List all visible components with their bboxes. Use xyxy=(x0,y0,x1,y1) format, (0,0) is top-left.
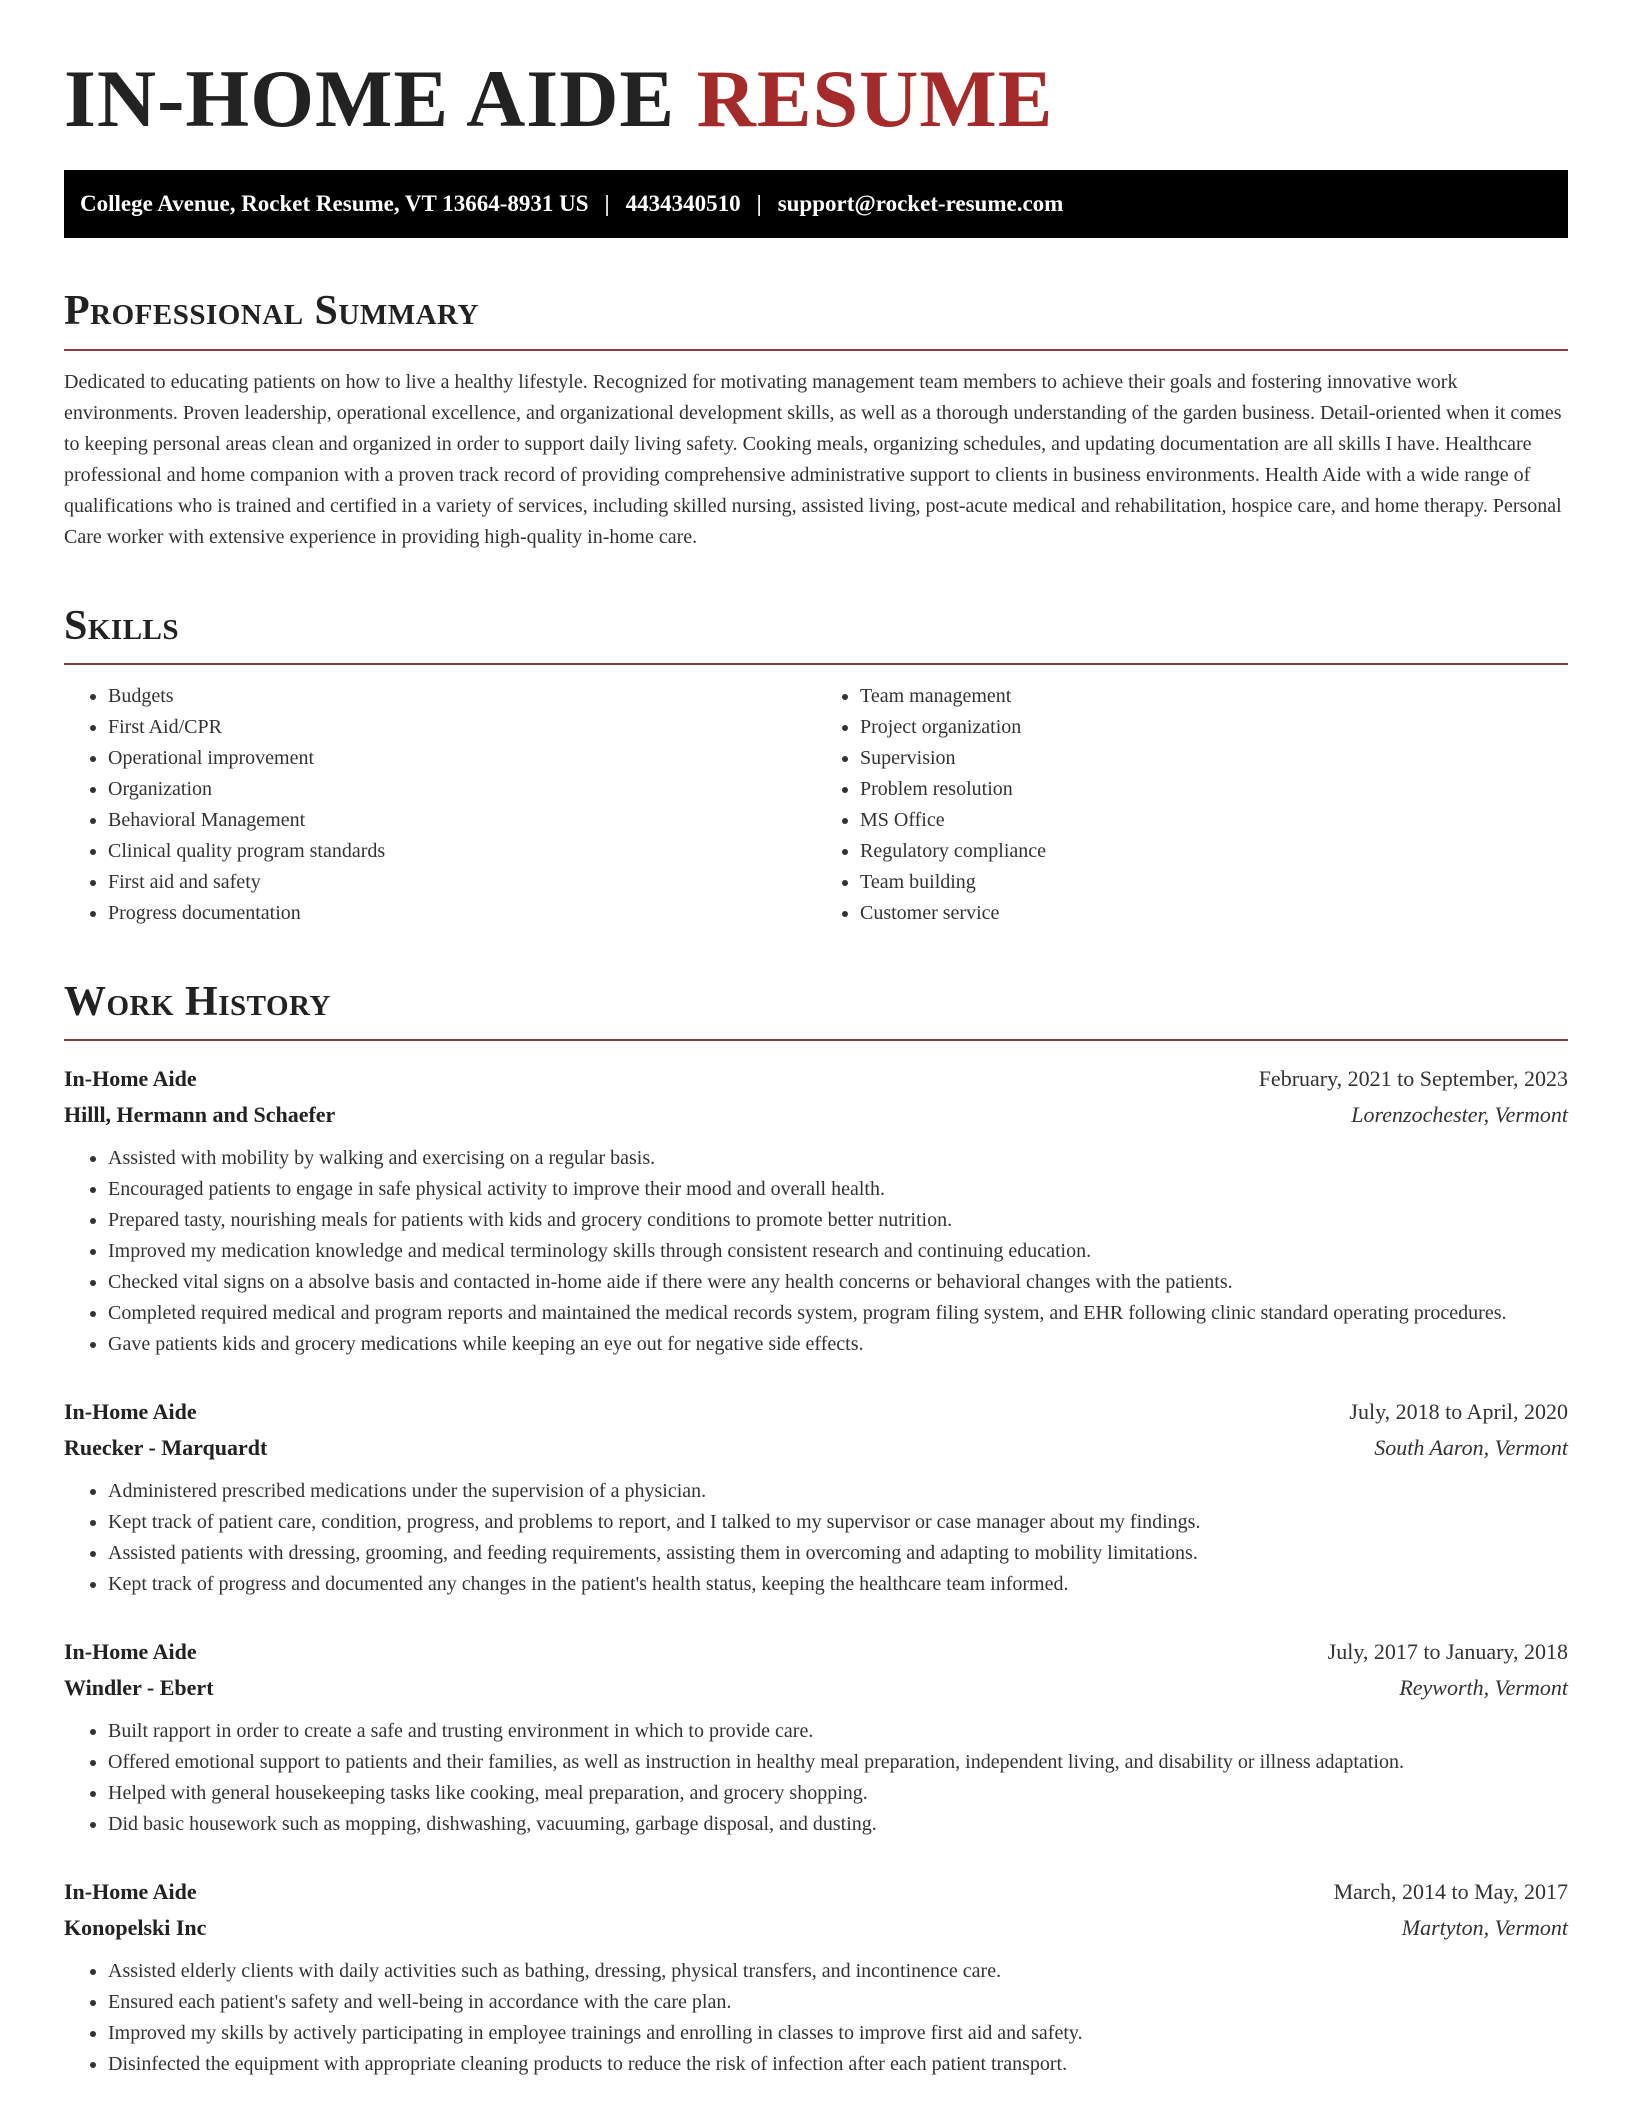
job-bullet: • Gave patients kids and grocery medications while keeping an eye out for negative side effects. xyxy=(108,1329,1568,1360)
contact-address: College Avenue, Rocket Resume, VT 13664-8931 US xyxy=(80,191,589,217)
job-company: Ruecker - Marquardt xyxy=(64,1435,268,1461)
job-bullet: • Assisted elderly clients with daily activities such as bathing, dressing, physical transfers, and incontinence care. xyxy=(108,1956,1568,1987)
skill-item: • First Aid/CPR xyxy=(108,712,816,743)
job-entry xyxy=(64,1394,1568,1600)
contact-phone: 4434340510 xyxy=(625,191,741,217)
skill-item: • Project organization xyxy=(860,712,1568,743)
job-bullet: • Encouraged patients to engage in safe physical activity to improve their mood and overall health. xyxy=(108,1174,1568,1205)
job-company: Hilll, Hermann and Schaefer xyxy=(64,1102,336,1128)
job-bullet: • Built rapport in order to create a safe and trusting environment in which to provide care. xyxy=(108,1716,1568,1747)
skills-columns xyxy=(64,681,1568,929)
job-bullet: • Did basic housework such as mopping, dishwashing, vacuuming, garbage disposal, and dusting. xyxy=(108,1809,1568,1840)
job-bullet: • Administered prescribed medications under the supervision of a physician. xyxy=(108,1476,1568,1507)
skill-item: • Supervision xyxy=(860,743,1568,774)
job-bullet: • Assisted patients with dressing, grooming, and feeding requirements, assisting them in overcoming and adapting to mobility limitations. xyxy=(108,1538,1568,1569)
job-bullets xyxy=(64,1716,1568,1840)
contact-separator: | xyxy=(756,191,762,217)
contact-email[interactable]: support@rocket-resume.com xyxy=(777,191,1064,217)
skill-item: • First aid and safety xyxy=(108,867,816,898)
job-bullet: • Assisted with mobility by walking and exercising on a regular basis. xyxy=(108,1143,1568,1174)
skill-item: • Team building xyxy=(860,867,1568,898)
job-location: South Aaron, Vermont xyxy=(1374,1435,1568,1461)
job-dates: February, 2021 to September, 2023 xyxy=(1258,1066,1568,1092)
summary-heading: Professional Summary xyxy=(64,286,1568,350)
job-company-row xyxy=(64,1910,1568,1946)
job-header-row xyxy=(64,1394,1568,1430)
job-dates: July, 2018 to April, 2020 xyxy=(1349,1399,1568,1425)
work-history-heading: Work History xyxy=(64,977,1568,1041)
skill-item: • Customer service xyxy=(860,898,1568,929)
job-bullets xyxy=(64,1476,1568,1600)
job-company-row xyxy=(64,1670,1568,1706)
job-company: Windler - Ebert xyxy=(64,1675,214,1701)
job-bullet: • Improved my skills by actively participating in employee trainings and enrolling in classes to improve first aid and safety. xyxy=(108,2018,1568,2049)
contact-bar xyxy=(64,170,1568,238)
title-accent: RESUME xyxy=(696,53,1054,144)
skill-item: • Problem resolution xyxy=(860,774,1568,805)
skill-item: • Operational improvement xyxy=(108,743,816,774)
skill-item: • MS Office xyxy=(860,805,1568,836)
job-header-row xyxy=(64,1874,1568,1910)
skills-heading: Skills xyxy=(64,601,1568,665)
skill-item: • Progress documentation xyxy=(108,898,816,929)
job-location: Reyworth, Vermont xyxy=(1399,1675,1568,1701)
job-location: Lorenzochester, Vermont xyxy=(1351,1102,1568,1128)
job-bullet: • Helped with general housekeeping tasks like cooking, meal preparation, and grocery shopping. xyxy=(108,1778,1568,1809)
skill-item: • Budgets xyxy=(108,681,816,712)
skills-list-right xyxy=(816,681,1568,929)
job-title: In-Home Aide xyxy=(64,1879,197,1905)
job-bullet: • Disinfected the equipment with appropriate cleaning products to reduce the risk of infection after each patient transport. xyxy=(108,2049,1568,2080)
job-header-row xyxy=(64,1061,1568,1097)
job-bullet: • Checked vital signs on a absolve basis and contacted in-home aide if there were any health concerns or behavioral changes with the patients. xyxy=(108,1267,1568,1298)
job-bullet: • Improved my medication knowledge and medical terminology skills through consistent research and continuing education. xyxy=(108,1236,1568,1267)
job-location: Martyton, Vermont xyxy=(1401,1915,1568,1941)
job-header-row xyxy=(64,1634,1568,1670)
job-entry xyxy=(64,1061,1568,1360)
skills-section xyxy=(64,601,1568,929)
resume-title xyxy=(64,0,1568,146)
job-bullet: • Prepared tasty, nourishing meals for patients with kids and grocery conditions to promote better nutrition. xyxy=(108,1205,1568,1236)
job-bullet: • Kept track of progress and documented any changes in the patient's health status, keeping the healthcare team informed. xyxy=(108,1569,1568,1600)
job-bullet: • Ensured each patient's safety and well-being in accordance with the care plan. xyxy=(108,1987,1568,2018)
title-main: IN-HOME AIDE xyxy=(64,53,676,144)
skills-list-left xyxy=(64,681,816,929)
job-bullet: • Offered emotional support to patients and their families, as well as instruction in healthy meal preparation, independent living, and disability or illness adaptation. xyxy=(108,1747,1568,1778)
contact-separator: | xyxy=(604,191,610,217)
skill-item: • Behavioral Management xyxy=(108,805,816,836)
job-title: In-Home Aide xyxy=(64,1066,197,1092)
skill-item: • Organization xyxy=(108,774,816,805)
job-entry xyxy=(64,1874,1568,2080)
job-company-row xyxy=(64,1430,1568,1466)
job-dates: March, 2014 to May, 2017 xyxy=(1333,1879,1568,1905)
summary-section xyxy=(64,286,1568,552)
job-company-row xyxy=(64,1097,1568,1133)
skill-item: • Regulatory compliance xyxy=(860,836,1568,867)
job-title: In-Home Aide xyxy=(64,1399,197,1425)
job-title: In-Home Aide xyxy=(64,1639,197,1665)
job-entry xyxy=(64,1634,1568,1840)
job-bullets xyxy=(64,1956,1568,2080)
skill-item: • Clinical quality program standards xyxy=(108,836,816,867)
summary-text: Dedicated to educating patients on how to live a healthy lifestyle. Recognized for motivating management team members to achieve their goals and fostering innovative work environments. Proven leadership, operational excellence, and organizational development skills, as well as a thorough understanding of the garden business. Detail-oriented when it comes to keeping personal areas clean and organized in order to support daily living safety. Cooking meals, organizing schedules, and updating documentation are all skills I have. Healthcare professional and home companion with a proven track record of providing comprehensive administrative support to clients in business environments. Health Aide with a wide range of qualifications who is trained and certified in a variety of services, including skilled nursing, assisted living, post-acute medical and rehabilitation, hospice care, and home therapy. Personal Care worker with extensive experience in providing high-quality in-home care. xyxy=(64,370,1562,548)
job-bullet: • Kept track of patient care, condition, progress, and problems to report, and I talked to my supervisor or case manager about my findings. xyxy=(108,1507,1568,1538)
work-history-section xyxy=(64,977,1568,2080)
job-bullets xyxy=(64,1143,1568,1360)
job-dates: July, 2017 to January, 2018 xyxy=(1327,1639,1568,1665)
job-bullet: • Completed required medical and program reports and maintained the medical records system, program filing system, and EHR following clinic standard operating procedures. xyxy=(108,1298,1568,1329)
job-company: Konopelski Inc xyxy=(64,1915,207,1941)
skill-item: • Team management xyxy=(860,681,1568,712)
